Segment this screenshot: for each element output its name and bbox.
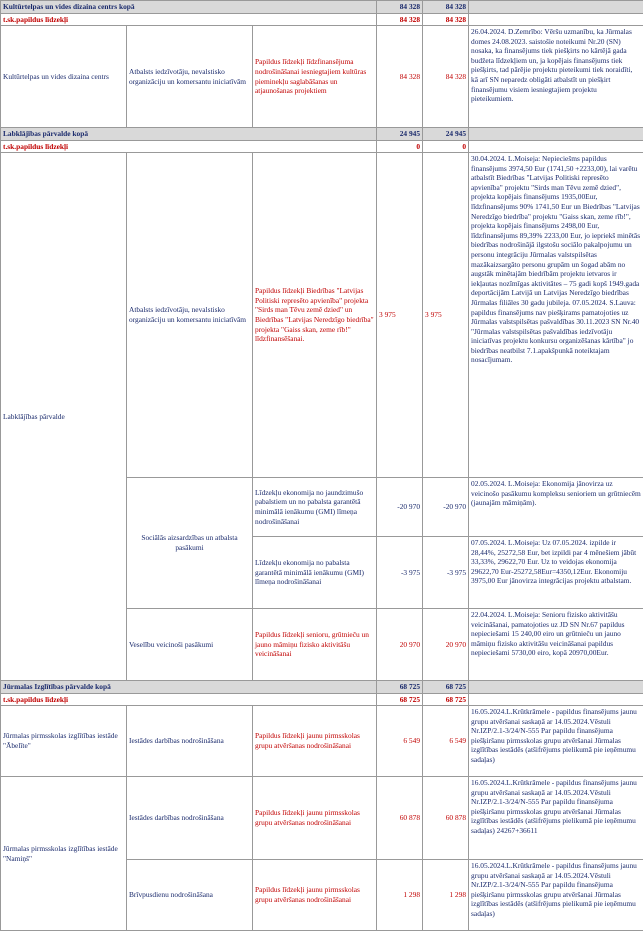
institution-cell: Labklājības pārvalde <box>1 153 127 681</box>
value-cell-2: 6 549 <box>423 706 469 777</box>
value-cell-2: 3 975 <box>423 153 469 478</box>
subtotal-value-2: 68 725 <box>423 694 469 706</box>
summary-row <box>1 1 643 14</box>
table-row <box>1 777 643 860</box>
summary-value-2: 24 945 <box>423 128 469 141</box>
purpose-cell: Papildus līdzekļi senioru, grūtnieču un jauno māmiņu fizisko aktivitāšu veicināšanai <box>253 609 377 681</box>
value-cell-2: -20 970 <box>423 478 469 537</box>
summary-title: Jūrmalas Izglītības pārvalde kopā <box>1 681 377 694</box>
value-cell-2: 20 970 <box>423 609 469 681</box>
institution-cell: Jūrmalas pirmsskolas izglītības iestāde "Ābelīte" <box>1 706 127 777</box>
purpose-cell: Papildus līdzekļi jaunu pirmsskolas grupu atvēršanas nodrošināšanai <box>253 706 377 777</box>
note-cell: 30.04.2024. L.Moiseja: Nepieciešms papildus finansējums 3974,50 Eur (1741,50 +2233,00), lai varētu atbalstīt Biedrības "Latvijas Politiski represēto apvienība" projektu "Sirds man Tēvu zemē dzied", projekta kopējais finansējums 1935,00Eur, līdzfinansējums 90% 1741,50 Eur un Biedrības "Latvijas Neredzīgo biedrība" projektu "Gaiss skan, zeme rīb!", projekta kopējais finansējums 2498,00 Eur, līdzfinansējums 89,39% 2233,00 Eur, jo iepriekš minētās biedrības nodrošinājā ilgstošu sociālo pakalpojumu un personu integrāciju Jūrmalas valstspilsētas mazākaizsargāto personu grupām un šogad abām no augstāk minētajām biedrībām projektu ietvaros ir iekļautas nozīmīgas aktivitātes – 75 gadi kopš 1949.gada deportācijām Latvijā un Latvijas Neredzīgo biedrības Jūrmalas filiāles 30 gadu jubileja. 07.05.2024. S.Lauva: papildus finansējums nav piešķirams pamatojoties uz Jūrmalas valstspilsētas pašvaldības 30.11.2023 SN Nr.40 "Jūrmalas valstspilsētas pašvaldības iedzīvotāju iniciatīvas projektu konkursu organizēšanas kārtība" jo biedrības neatbilst 7.1.apakšpunkā noteiktajam nosacījumam. <box>469 153 643 478</box>
purpose-cell: Papildus līdzekļi jaunu pirmsskolas grupu atvēršanas nodrošināšanai <box>253 860 377 931</box>
program-cell: Veselību veicinoši pasākumi <box>127 609 253 681</box>
institution-cell: Kultūrtelpas un vides dizaina centrs <box>1 26 127 128</box>
value-cell-1: -3 975 <box>377 537 423 609</box>
institution-cell: Jūrmalas pirmsskolas izglītības iestāde "Namiņš" <box>1 777 127 931</box>
program-cell: Iestādes darbības nodrošināšana <box>127 777 253 860</box>
summary-value-1: 24 945 <box>377 128 423 141</box>
table-row <box>1 706 643 777</box>
subtotal-label: t.sk.papildus līdzekļi <box>1 141 377 153</box>
value-cell-1: 6 549 <box>377 706 423 777</box>
value-cell-1: 3 975 <box>377 153 423 478</box>
value-cell-1: 84 328 <box>377 26 423 128</box>
subtotal-value-2: 84 328 <box>423 14 469 26</box>
subtotal-value-2: 0 <box>423 141 469 153</box>
note-cell: 16.05.2024.L.Krūtkrāmele - papildus finansējums jaunu grupu atvēršanai saskaņā ar 14.05.2024.Vēstuli Nr.IZP/2.1-3/24/N-555 Par papildu finansējuma piešķiršanu pirmsskolas grupu atvēršanai Jūrmalas izglītības iestādēs (atšifrējums pielikumā pie ieņēmumu sadaļas) <box>469 706 643 777</box>
program-cell: Atbalsts iedzīvotāju, nevalstisko organizāciju un komersantu iniciatīvām <box>127 26 253 128</box>
subtotal-label: t.sk.papildus līdzekļi <box>1 694 377 706</box>
summary-value-2: 84 328 <box>423 1 469 14</box>
subtotal-value-1: 84 328 <box>377 14 423 26</box>
subtotal-value-1: 0 <box>377 141 423 153</box>
value-cell-1: 1 298 <box>377 860 423 931</box>
purpose-cell: Papildus līdzekļi jaunu pirmsskolas grupu atvēršanas nodrošināšanai <box>253 777 377 860</box>
summary-title: Labklājības pārvalde kopā <box>1 128 377 141</box>
summary-value-1: 68 725 <box>377 681 423 694</box>
subtotal-row <box>1 694 643 706</box>
program-cell: Sociālās aizsardzības un atbalsta pasākumi <box>127 478 253 609</box>
table-row <box>1 26 643 128</box>
value-cell-1: 60 878 <box>377 777 423 860</box>
note-cell: 02.05.2024. L.Moiseja: Ekonomija jānovirza uz veicinošo pasākumu kompleksu senioriem un grūtniecēm (jaunajām māmiņām). <box>469 478 643 537</box>
summary-title: Kultūrtelpas un vides dizaina centrs kopā <box>1 1 377 14</box>
note-cell: 22.04.2024. L.Moiseja: Senioru fizisko aktivitāšu veicināšanai, pamatojoties uz JD SN Nr.67 papildus nepieciešami 15 240,00 eiro un grūtnieču un jauno māmiņu fizisko aktivitāšu veicināšanai papildus nepieciešami 5730,00 eiro, kopā 20970,00Eur. <box>469 609 643 681</box>
subtotal-label: t.sk.papildus līdzekļi <box>1 14 377 26</box>
note-cell: 07.05.2024. L.Moiseja: Uz 07.05.2024. izpilde ir 28,44%, 25272,58 Eur, bet izpildi par 4 mēnešiem jābūt 33,33%, 29622,70 Eur. Uz to veidojas ekonomija 29622,70 Eur-25272,58Eur=4350,12Eur. Ekonomiju 3975,00 Eur jānovirza integrācijas projektu atbalstam. <box>469 537 643 609</box>
program-cell: Atbalsts iedzīvotāju, nevalstisko organizāciju un komersantu iniciatīvām <box>127 153 253 478</box>
purpose-cell: Papildus līdzekļi Biedrības "Latvijas Politiski represēto apvienība" projekta "Sirds man Tēvu zemē dzied" un Biedrības "Latvijas Neredzīgo biedrība" projekta "Gaiss skan, zeme rīb!" līdzfinansēšanai. <box>253 153 377 478</box>
value-cell-2: 84 328 <box>423 26 469 128</box>
summary-value-1: 84 328 <box>377 1 423 14</box>
value-cell-2: 60 878 <box>423 777 469 860</box>
subtotal-row <box>1 14 643 26</box>
note-cell: 16.05.2024.L.Krūtkrāmele - papildus finansējums jaunu grupu atvēršanai saskaņā ar 14.05.2024.Vēstuli Nr.IZP/2.1-3/24/N-555 Par papildu finansējuma piešķiršanu pirmsskolas grupu atvēršanai Jūrmalas izglītības iestādēs (atšifrējums pielikumā pie ieņēmumu sadaļas) <box>469 860 643 931</box>
summary-row <box>1 128 643 141</box>
table-row <box>1 153 643 478</box>
purpose-cell: Līdzekļu ekonomija no pabalsta garantētā minimālā ienākumu (GMI) līmeņa nodrošināšanai <box>253 537 377 609</box>
note-cell: 26.04.2024. D.Zemrībo: Vēršu uzmanību, ka Jūrmalas domes 24.08.2023. saistošie noteikumi Nr.20 (SN) nosaka, ka finansējums tiek piešķirts no kārtējā gada budžeta līdzekļiem un, ja kopējais finansējums tiek piešķirts, tad pārējie projektu pieteikumi tiek noraidīti, kā arī SN neparedz obligāti atbalstīt un piešķirt finansējumu visiem iesniegtajiem projektu pieteikumiem. <box>469 26 643 128</box>
summary-value-2: 68 725 <box>423 681 469 694</box>
note-cell: 16.05.2024.L.Krūtkrāmele - papildus finansējums jaunu grupu atvēršanai saskaņā ar 14.05.2024.Vēstuli Nr.IZP/2.1-3/24/N-555 Par papildu finansējuma piešķiršanu pirmsskolas grupu atvēršanai Jūrmalas izglītības iestādēs (atšifrējums pielikumā pie ieņēmumu sadaļas) 24267+36611 <box>469 777 643 860</box>
value-cell-1: 20 970 <box>377 609 423 681</box>
subtotal-value-1: 68 725 <box>377 694 423 706</box>
value-cell-2: -3 975 <box>423 537 469 609</box>
value-cell-2: 1 298 <box>423 860 469 931</box>
value-cell-1: -20 970 <box>377 478 423 537</box>
subtotal-row <box>1 141 643 153</box>
summary-row <box>1 681 643 694</box>
program-cell: Iestādes darbības nodrošināšana <box>127 706 253 777</box>
purpose-cell: Līdzekļu ekonomija no jaundzimušo pabalstiem un no pabalsta garantētā minimālā ienākumu (GMI) līmeņa nodrošināšanai <box>253 478 377 537</box>
purpose-cell: Papildus līdzekļi līdzfinansējuma nodrošināšanai iesniegtajiem kultūras pieminekļu saglabāšanas un atjaunošanas projektiem <box>253 26 377 128</box>
program-cell: Brīvpusdienu nodrošināšana <box>127 860 253 931</box>
